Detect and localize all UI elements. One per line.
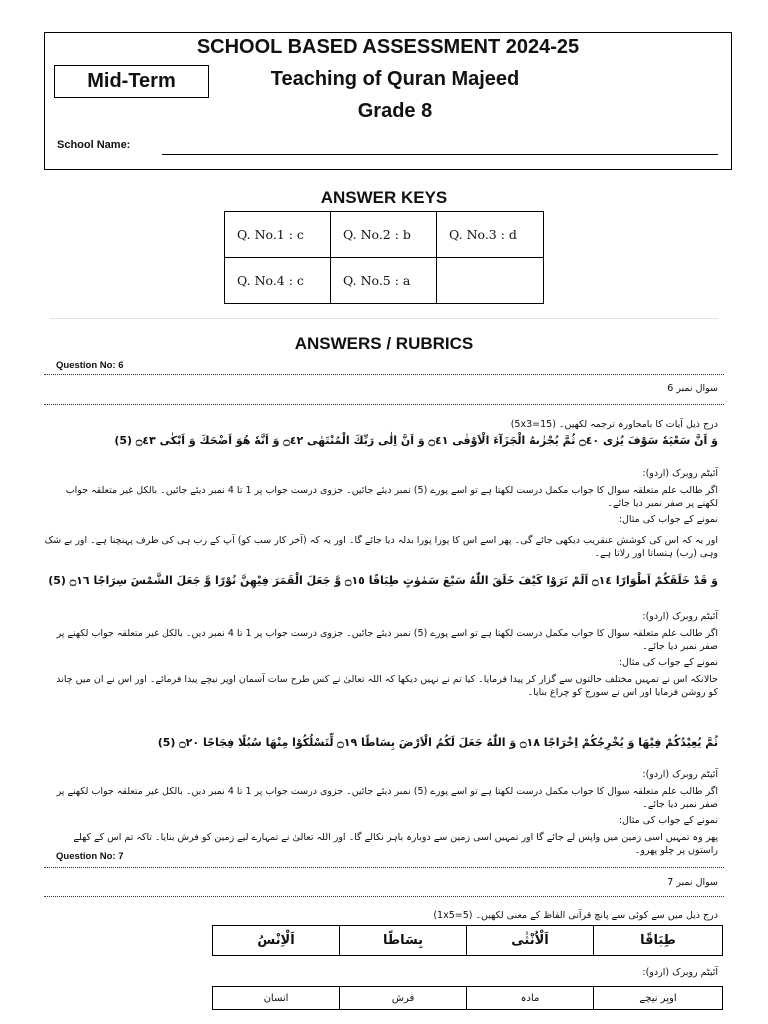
dotted-separator [44,374,724,375]
question-6-urdu-heading: سوال نمبر 6 [667,383,718,394]
meaning-cell: انسان [213,987,340,1010]
rubric-heading: آئیٹم روبرک (اردو): [642,611,718,622]
rubrics-title: ANSWERS / RUBRICS [294,334,474,353]
meaning-cell: مادہ [467,987,594,1010]
question-7-label: Question No: 7 [56,851,124,862]
quran-word-cell: اَلْاُنْثٰى [467,926,594,956]
q7-rubric-heading: آئیٹم روبرک (اردو): [642,967,718,978]
answer-key-cell: Q. No.2 : b [331,212,437,258]
answer-keys-title: ANSWER KEYS [320,188,448,207]
dotted-separator [44,867,724,868]
rubric-text: اگر طالب علم متعلقہ سوال کا جواب مکمل درست لکھتا ہے تو اسے پورے (5) نمبر دیئے جائیں۔ جزوی درست جواب پر 1 تا 4 نمبر دیں۔ بالکل غیر متعلقہ جواب لکھنے پر صفر نمبر دیا جائے۔ [56,628,718,652]
rubric-heading: آئیٹم روبرک (اردو): [642,769,718,780]
table-row [213,987,723,1010]
question-7-urdu-heading: سوال نمبر 7 [667,877,718,888]
school-name-line [162,154,718,155]
answer-key-cell [437,258,544,304]
question-6-label: Question No: 6 [56,360,124,371]
q6-rubric-3 [44,768,718,857]
rubric-example-label: نمونے کے جواب کی مثال: [618,657,718,668]
quran-word-cell: بِسَاطًا [340,926,467,956]
assessment-title: SCHOOL BASED ASSESSMENT 2024-25 [196,36,580,58]
grade-title: Grade 8 [357,100,433,122]
quran-word-cell: طِبَاقًا [594,926,723,956]
meaning-cell: اوپر نیچے [594,987,723,1010]
rubric-example-answer: اور یہ کہ اس کی کوشش عنقریب دیکھی جائے گی۔ پھر اسے اس کا پورا پورا بدلہ دیا جائے گا۔ اور یہ کہ (آخر کار سب کو) آپ کے رب ہی کی طرف پہنچنا ہے۔ اور بے شک وہی (رب) ہنساتا اور رلاتا ہے۔ [44,535,718,559]
subject-title: Teaching of Quran Majeed [270,68,520,90]
q6-ayah-1: وَ اَنَّ سَعْيَهٗ سَوْفَ يُرٰى ۝٤٠ ثُمَّ يُجْزٰىهُ الْجَزَآءَ الْاَوْفٰى ۝٤١ وَ اَنَّ اِلٰى رَبِّكَ الْمُنْتَهٰى ۝٤٢ وَ اَنَّهٗ هُوَ اَضْحَكَ وَ اَبْكٰى ۝٤٣ (5) [114,434,718,447]
q6-rubric-1 [44,467,718,560]
answer-key-cell: Q. No.3 : d [437,212,544,258]
dotted-separator [44,404,724,405]
q6-ayah-3: ثُمَّ يُعِيْدُكُمْ فِيْهَا وَ يُخْرِجُكُمْ اِخْرَاجًا ۝١٨ وَ اللّٰهُ جَعَلَ لَكُمُ الْاَرْضَ بِسَاطًا ۝١٩ لِّتَسْلُكُوْا مِنْهَا سُبُلًا فِجَاجًا ۝٢٠ (5) [157,736,718,749]
dotted-separator [44,896,724,897]
q7-words-table [212,925,723,956]
table-row [213,926,723,956]
table-row [225,258,544,304]
section-divider [50,318,718,319]
school-name-label: School Name: [57,139,131,151]
answer-key-cell: Q. No.5 : a [331,258,437,304]
rubric-example-answer: حالانکہ اس نے تمہیں مختلف حالتوں سے گزار کر پیدا فرمایا۔ کیا تم نے نہیں دیکھا کہ اللہ تعالیٰ نے کس طرح سات آسمان اوپر نیچے پیدا فرمائے۔ اور اس نے ان میں چاند کو روشن فرمایا اور اس نے سورج کو چراغ بنایا۔ [56,674,718,698]
rubric-example-label: نمونے کے جواب کی مثال: [618,815,718,826]
q6-rubric-2 [44,610,718,699]
answer-keys-table [224,211,544,304]
rubric-text: اگر طالب علم متعلقہ سوال کا جواب مکمل درست لکھتا ہے تو اسے پورے (5) نمبر دیئے جائیں۔ جزوی درست جواب پر 1 تا 4 نمبر دیں۔ بالکل غیر متعلقہ جواب لکھنے پر صفر نمبر دیا جائے۔ [56,786,718,810]
answer-key-cell: Q. No.4 : c [225,258,331,304]
answer-key-cell: Q. No.1 : c [225,212,331,258]
meaning-cell: فرش [340,987,467,1010]
q7-meanings-table [212,986,723,1010]
rubric-example-label: نمونے کے جواب کی مثال: [618,514,718,525]
q6-instruction: درج ذیل آیات کا بامحاورہ ترجمہ لکھیں۔ (5x3=15) [510,419,718,430]
quran-word-cell: اَلْاِنْسُ [213,926,340,956]
table-row [225,212,544,258]
rubric-example-answer: پھر وہ تمہیں اسی زمین میں واپس لے جائے گا اور تمہیں اسی زمین سے دوبارہ باہر نکالے گا۔ اور اللہ تعالیٰ نے تمہارے لیے زمین کو فرش بنایا۔ تاکہ تم اس کے کھلے راستوں پر چلو پھرو۔ [73,832,718,856]
rubric-text: اگر طالب علم متعلقہ سوال کا جواب مکمل درست لکھتا ہے تو اسے پورے (5) نمبر دیئے جائیں۔ جزوی درست جواب پر 1 تا 4 نمبر دیئے جائیں۔ بالکل غیر متعلقہ جواب لکھنے پر صفر نمبر دیا جائے۔ [65,485,718,509]
term-badge: Mid-Term [54,65,209,98]
q6-ayah-2: وَ قَدْ خَلَقَكُمْ اَطْوَارًا ۝١٤ اَلَمْ تَرَوْا كَيْفَ خَلَقَ اللّٰهُ سَبْعَ سَمٰوٰتٍ طِبَاقًا ۝١٥ وَّ جَعَلَ الْقَمَرَ فِيْهِنَّ نُوْرًا وَّ جَعَلَ الشَّمْسَ سِرَاجًا ۝١٦ (5) [48,574,718,587]
q7-instruction: درج ذیل میں سے کوئی سے پانچ قرآنی الفاظ کے معنی لکھیں۔ (1x5=5) [433,910,718,921]
rubric-heading: آئیٹم روبرک (اردو): [642,468,718,479]
